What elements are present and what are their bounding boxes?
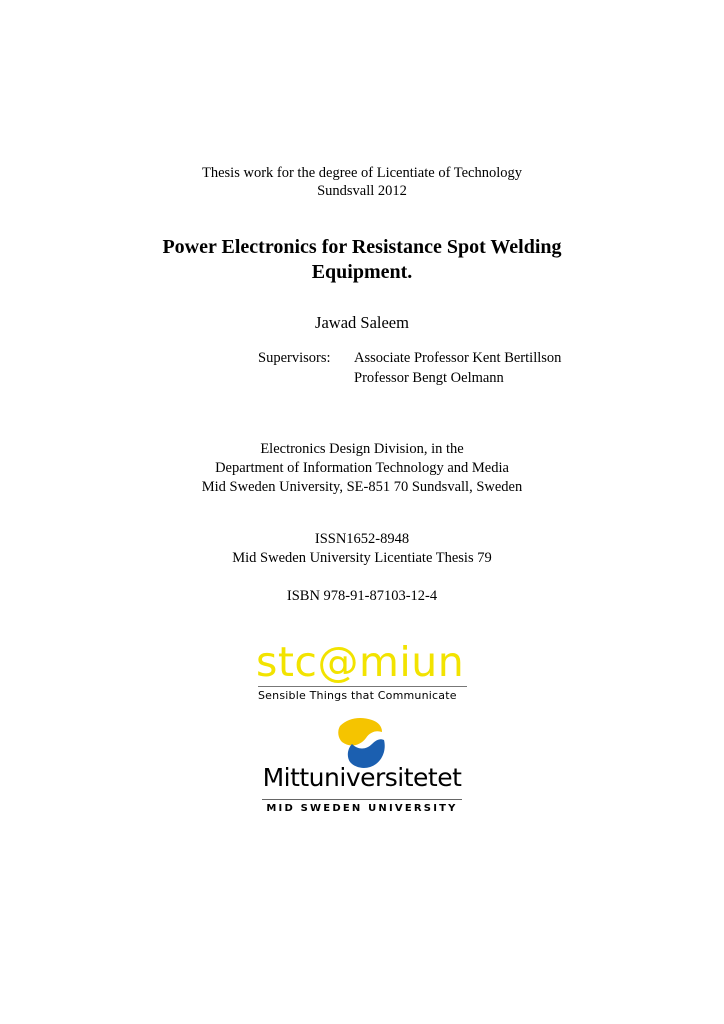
author-name: Jawad Saleem [315, 313, 409, 332]
stc-logo-rule [258, 686, 467, 687]
stc-miun-logo [256, 638, 470, 706]
supervisor-1: Associate Professor Kent Bertillson [354, 350, 562, 366]
issn-number: ISSN1652-8948 [314, 531, 410, 547]
university-subtitle: MID SWEDEN UNIVERSITY [266, 803, 458, 814]
university-logo-rule [262, 799, 462, 800]
mid-sweden-university-emblem-icon [336, 716, 388, 770]
supervisors-label: Supervisors: [258, 350, 331, 366]
degree-statement: Thesis work for the degree of Licentiate of Technology [201, 165, 523, 181]
affiliation-line-3: Mid Sweden University, SE-851 70 Sundsvall, Sweden [201, 479, 523, 495]
affiliation-line-2: Department of Information Technology and Media [215, 460, 509, 476]
thesis-title-line-1: Power Electronics for Resistance Spot Welding [162, 236, 562, 258]
stc-tagline: Sensible Things that Communicate [258, 689, 457, 702]
place-year: Sundsvall 2012 [317, 183, 407, 199]
isbn-number: ISBN 978-91-87103-12-4 [286, 588, 438, 604]
supervisor-2: Professor Bengt Oelmann [354, 370, 504, 386]
thesis-title-line-2: Equipment. [311, 261, 413, 283]
affiliation-line-1: Electronics Design Division, in the [260, 441, 464, 457]
university-name: Mittuniversitetet [262, 763, 462, 792]
stc-miun-wordmark: stc@miun [256, 638, 465, 686]
thesis-series: Mid Sweden University Licentiate Thesis 79 [232, 550, 492, 566]
